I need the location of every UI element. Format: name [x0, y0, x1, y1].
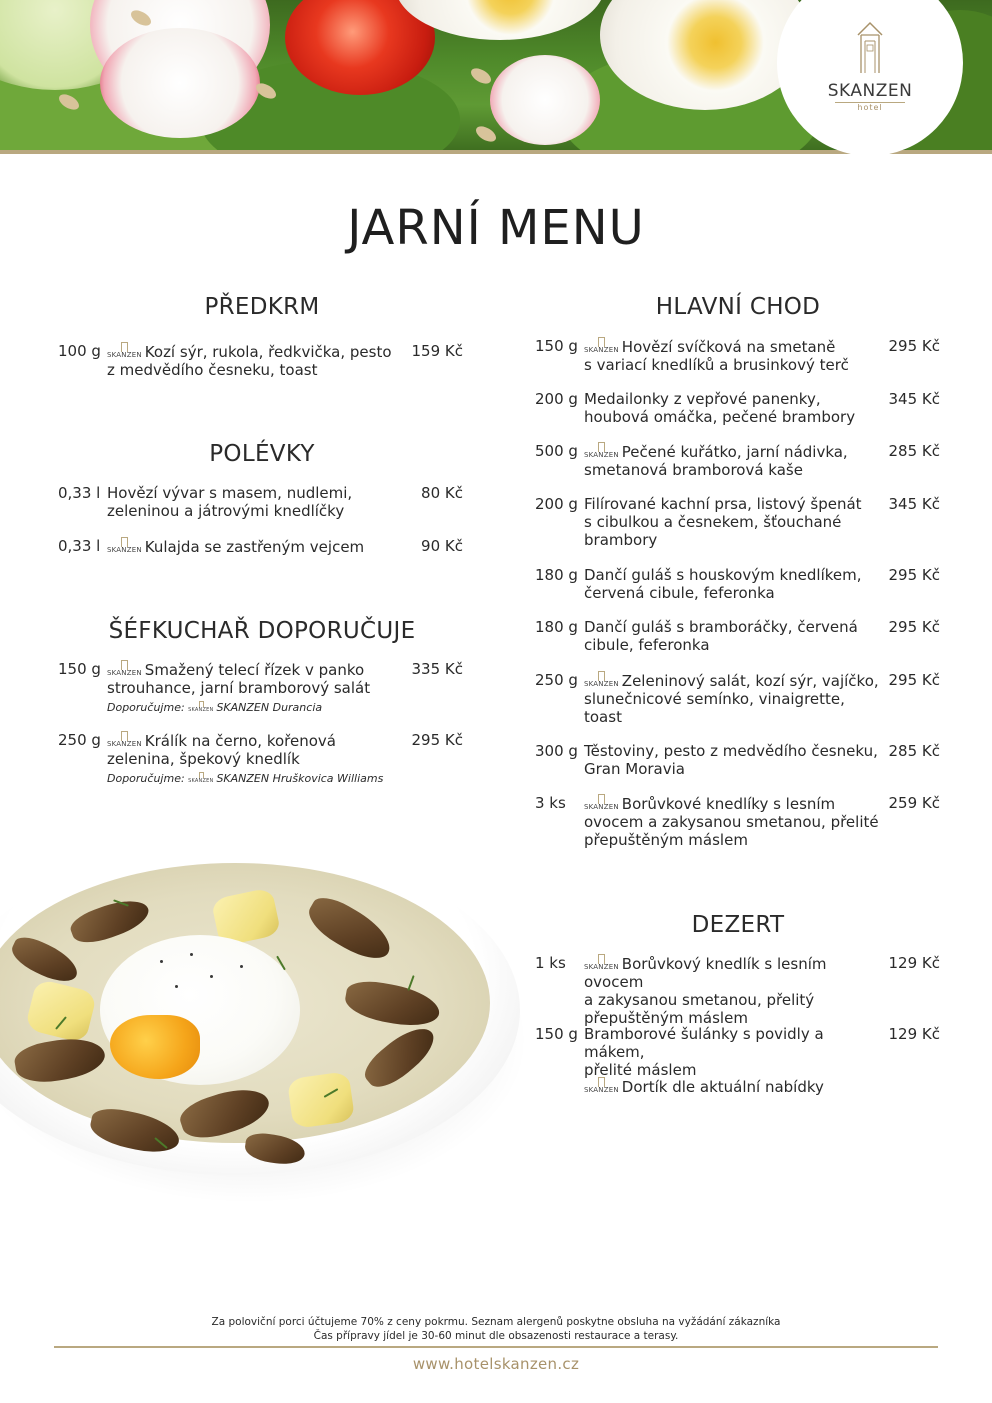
item-quantity: 500 g — [535, 442, 578, 460]
item-description-line — [107, 361, 407, 379]
section-heading-polevky: POLÉVKY — [209, 441, 315, 467]
item-description — [107, 537, 407, 556]
item-description-text: s cibulkou a česnekem, šťouchané — [584, 513, 842, 531]
skanzen-mini-logo-icon: SKANZEN — [584, 1077, 619, 1094]
tower-icon — [850, 19, 890, 73]
section-heading-hlavni: HLAVNÍ CHOD — [655, 294, 821, 320]
item-description-line — [584, 1025, 884, 1061]
item-description-line — [584, 356, 884, 374]
item-description-line — [584, 813, 884, 831]
item-description-text: Borůvkové knedlíky s lesním — [621, 795, 836, 813]
item-recommendation — [107, 770, 407, 788]
item-description-line — [584, 584, 884, 602]
item-description-line — [584, 1077, 884, 1096]
item-description-text: Smažený telecí řízek v panko — [144, 661, 365, 679]
page-title: JARNÍ MENU — [347, 200, 645, 256]
skanzen-mini-logo-icon: SKANZEN — [584, 671, 619, 688]
item-description — [584, 390, 884, 426]
footer-note-portion: Za poloviční porci účtujeme 70% z ceny pokrmu. Seznam alergenů poskytne obsluha na vyžádání zákazníka — [211, 1316, 781, 1328]
item-description-text: Borůvkový knedlík s lesním ovocem — [584, 955, 827, 991]
item-description — [584, 954, 884, 1027]
recommendation-label: Doporučujme: — [107, 701, 185, 714]
item-description — [584, 495, 884, 549]
item-description — [107, 731, 407, 788]
item-quantity: 200 g — [535, 390, 578, 408]
item-price: 285 Kč — [888, 742, 940, 760]
item-description-text: Pečené kuřátko, jarní nádivka, — [621, 443, 848, 461]
item-description — [584, 1025, 884, 1079]
item-description-text: přepuštěným máslem — [584, 1009, 748, 1027]
item-quantity: 200 g — [535, 495, 578, 513]
item-description-line — [107, 750, 407, 768]
skanzen-mini-logo-icon: SKANZEN — [584, 954, 619, 971]
footer-note-prep-time: Čas přípravy jídel je 30-60 minut dle obsazenosti restaurace a terasy. — [313, 1330, 679, 1342]
item-description-line — [584, 954, 884, 991]
item-description-text: přelité máslem — [584, 1061, 697, 1079]
item-quantity: 150 g — [58, 660, 101, 678]
item-description-line — [584, 461, 884, 479]
item-description — [584, 566, 884, 602]
item-price: 345 Kč — [888, 390, 940, 408]
item-price: 295 Kč — [888, 618, 940, 636]
item-price: 335 Kč — [411, 660, 463, 678]
item-description-text: z medvědího česneku, toast — [107, 361, 318, 379]
item-description-line — [584, 618, 884, 636]
item-description-text: Dortík dle aktuální nabídky — [621, 1078, 824, 1096]
skanzen-mini-logo-icon: SKANZEN — [584, 442, 619, 459]
item-description-line — [107, 537, 407, 556]
item-description — [107, 484, 407, 520]
item-description-text: toast — [584, 708, 622, 726]
item-description-text: Filírované kachní prsa, listový špenát — [584, 495, 862, 513]
item-description-text: přepuštěným máslem — [584, 831, 748, 849]
item-description-text: slunečnicové semínko, vinaigrette, — [584, 690, 845, 708]
item-description-line — [584, 794, 884, 813]
item-price: 80 Kč — [421, 484, 463, 502]
item-description — [584, 337, 884, 374]
item-quantity: 0,33 l — [58, 537, 101, 555]
item-quantity: 150 g — [535, 1025, 578, 1043]
item-description-text: Hovězí svíčková na smetaně — [621, 338, 836, 356]
item-description-line — [584, 442, 884, 461]
item-description-line — [107, 484, 407, 502]
item-description-text: Hovězí vývar s masem, nudlemi, — [107, 484, 353, 502]
item-description-text: Bramborové šulánky s povidly a mákem, — [584, 1025, 824, 1061]
recommendation-value: SKANZEN Durancia — [216, 701, 323, 714]
section-heading-sefkuchar: ŠÉFKUCHAŘ DOPORUČUJE — [108, 618, 416, 644]
item-description-text: Kozí sýr, rukola, ředkvička, pesto — [144, 343, 392, 361]
item-description-text: Dančí guláš s houskovým knedlíkem, — [584, 566, 862, 584]
skanzen-mini-logo-icon: SKANZEN — [107, 731, 142, 748]
item-price: 295 Kč — [411, 731, 463, 749]
skanzen-mini-logo-icon: SKANZEN — [188, 701, 213, 714]
item-description-line — [584, 690, 884, 708]
item-description-text: a zakysanou smetanou, přelitý — [584, 991, 815, 1009]
skanzen-mini-logo-icon: SKANZEN — [584, 794, 619, 811]
item-price: 345 Kč — [888, 495, 940, 513]
brand-subtitle: hotel — [835, 102, 904, 112]
item-description — [584, 442, 884, 479]
item-price: 285 Kč — [888, 442, 940, 460]
skanzen-mini-logo-icon: SKANZEN — [188, 772, 213, 785]
item-quantity: 180 g — [535, 566, 578, 584]
footer-divider — [54, 1346, 938, 1348]
item-description — [584, 1077, 884, 1096]
item-quantity: 100 g — [58, 342, 101, 360]
item-quantity: 0,33 l — [58, 484, 101, 502]
item-recommendation — [107, 699, 407, 717]
item-description-line — [584, 636, 884, 654]
item-price: 295 Kč — [888, 337, 940, 355]
item-quantity: 250 g — [58, 731, 101, 749]
item-quantity: 150 g — [535, 337, 578, 355]
item-description — [107, 342, 407, 379]
item-description-line — [107, 342, 407, 361]
item-description-text: Kulajda se zastřeným vejcem — [144, 538, 365, 556]
recommendation-label: Doporučujme: — [107, 772, 185, 785]
soup-bowl-photo — [0, 835, 540, 1195]
item-description-line — [584, 408, 884, 426]
item-description-text: brambory — [584, 531, 658, 549]
section-heading-predkrm: PŘEDKRM — [204, 294, 320, 320]
item-description — [584, 794, 884, 849]
skanzen-mini-logo-icon: SKANZEN — [107, 342, 142, 359]
item-description-line — [584, 742, 884, 760]
item-description-text: Medailonky z vepřové panenky, — [584, 390, 821, 408]
item-price: 259 Kč — [888, 794, 940, 812]
recommendation-value: SKANZEN Hruškovica Williams — [216, 772, 384, 785]
item-quantity: 180 g — [535, 618, 578, 636]
item-quantity: 300 g — [535, 742, 578, 760]
item-price: 295 Kč — [888, 566, 940, 584]
item-description-line — [584, 337, 884, 356]
skanzen-mini-logo-icon: SKANZEN — [584, 337, 619, 354]
item-price: 129 Kč — [888, 1025, 940, 1043]
item-description-text: červená cibule, feferonka — [584, 584, 775, 602]
item-description — [584, 671, 884, 726]
item-description-line — [584, 566, 884, 584]
item-description-line — [584, 390, 884, 408]
item-price: 90 Kč — [421, 537, 463, 555]
item-description-line — [107, 731, 407, 750]
item-description-line — [584, 760, 884, 778]
item-description-text: houbová omáčka, pečené brambory — [584, 408, 856, 426]
item-description-text: Gran Moravia — [584, 760, 685, 778]
item-description — [107, 660, 407, 717]
brand-name: SKANZEN — [827, 81, 913, 101]
item-description-line — [107, 502, 407, 520]
item-description-text: Zeleninový salát, kozí sýr, vajíčko, — [621, 672, 879, 690]
item-quantity: 3 ks — [535, 794, 566, 812]
item-description-text: s variací knedlíků a brusinkový terč — [584, 356, 849, 374]
item-description — [584, 618, 884, 654]
item-description — [584, 742, 884, 778]
item-quantity: 250 g — [535, 671, 578, 689]
item-description-text: ovocem a zakysanou smetanou, přelité — [584, 813, 879, 831]
website-link[interactable]: www.hotelskanzen.cz — [412, 1355, 580, 1373]
item-description-line — [107, 660, 407, 679]
item-description-text: Králík na černo, kořenová — [144, 732, 336, 750]
skanzen-mini-logo-icon: SKANZEN — [107, 537, 142, 554]
skanzen-mini-logo-icon: SKANZEN — [107, 660, 142, 677]
item-description-line — [107, 679, 407, 697]
item-quantity: 1 ks — [535, 954, 566, 972]
item-description-line — [584, 513, 884, 531]
item-description-text: smetanová bramborová kaše — [584, 461, 803, 479]
item-description-line — [584, 991, 884, 1009]
item-description-line — [584, 531, 884, 549]
item-description-text: strouhance, jarní bramborový salát — [107, 679, 371, 697]
item-description-text: zeleninou a játrovými knedlíčky — [107, 502, 345, 520]
item-price: 295 Kč — [888, 671, 940, 689]
section-heading-dezert: DEZERT — [691, 912, 785, 938]
item-price: 129 Kč — [888, 954, 940, 972]
item-description-line — [584, 708, 884, 726]
item-description-text: Těstoviny, pesto z medvědího česneku, — [584, 742, 878, 760]
item-description-text: Dančí guláš s bramboráčky, červená — [584, 618, 858, 636]
item-description-line — [584, 831, 884, 849]
item-description-text: cibule, feferonka — [584, 636, 710, 654]
item-description-line — [584, 671, 884, 690]
item-description-text: zelenina, špekový knedlík — [107, 750, 300, 768]
item-description-line — [584, 495, 884, 513]
item-price: 159 Kč — [411, 342, 463, 360]
